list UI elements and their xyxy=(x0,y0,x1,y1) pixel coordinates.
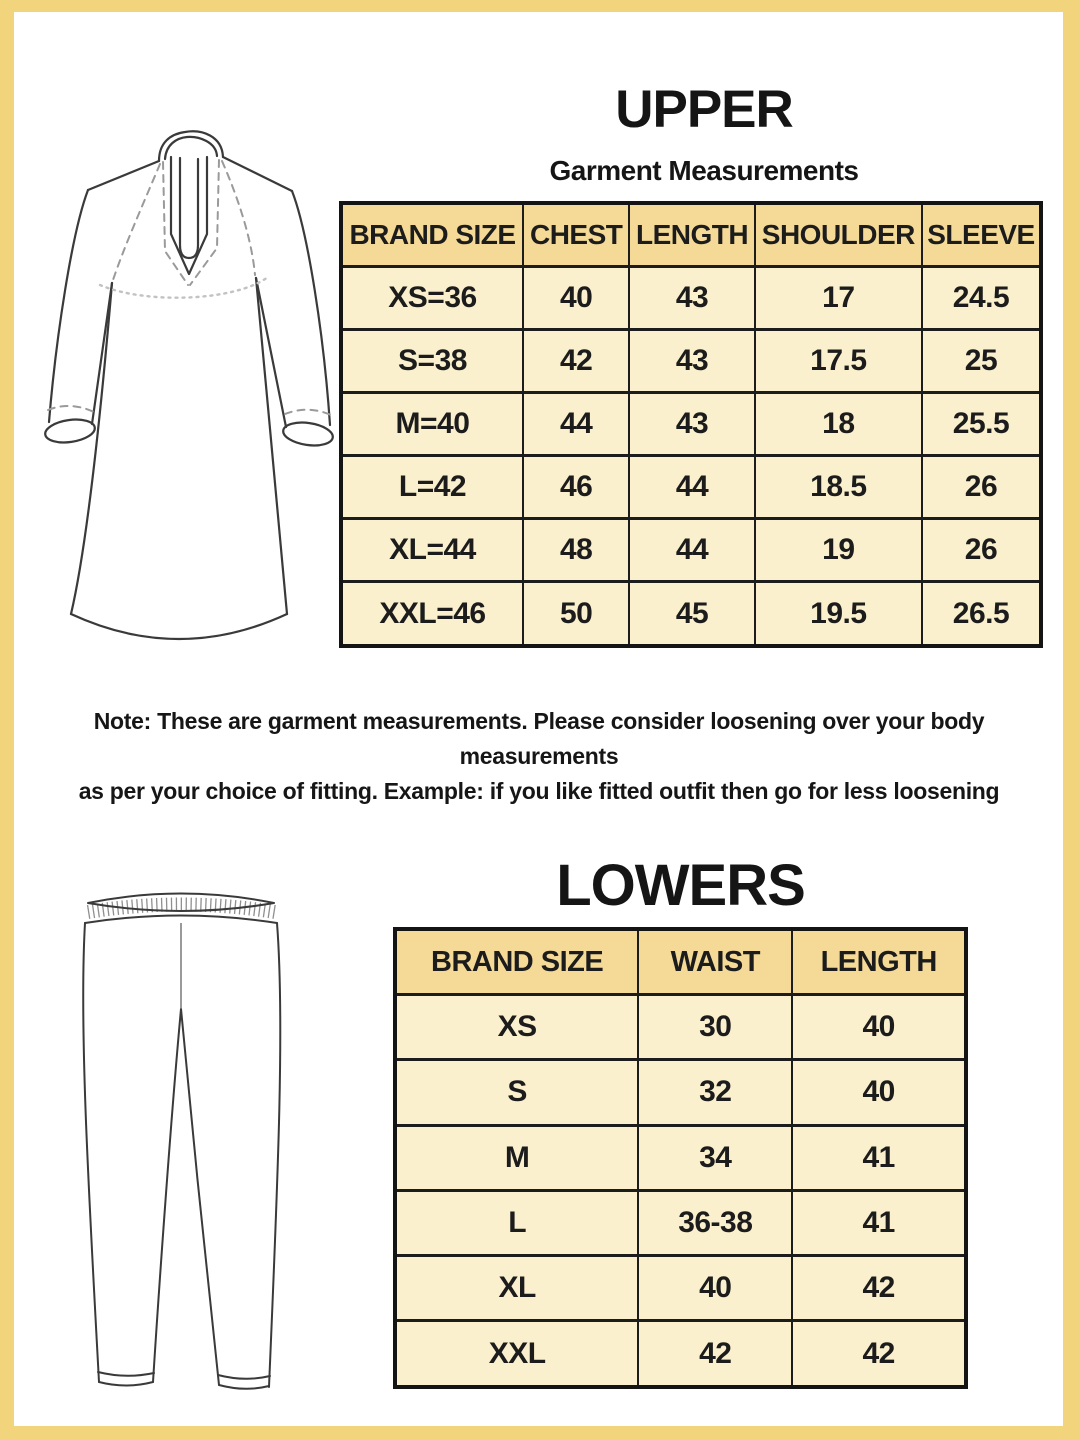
measurement-cell: 42 xyxy=(792,1321,966,1387)
measurement-cell: 40 xyxy=(792,1060,966,1125)
column-header: SLEEVE xyxy=(922,203,1041,267)
measurement-cell: 40 xyxy=(792,995,966,1060)
right-hem-cuff-line xyxy=(218,1375,270,1379)
column-header: CHEST xyxy=(523,203,629,267)
header-row xyxy=(395,929,966,995)
right-sleeve-inner xyxy=(256,278,286,427)
measurement-cell: 26 xyxy=(922,456,1041,519)
placket-left-dash xyxy=(163,162,188,285)
kurta-illustration xyxy=(24,117,364,677)
lowers-section-title: LOWERS xyxy=(556,853,805,918)
note-line-2: as per your choice of fitting. Example: if you like fitted outfit then go for less loosening xyxy=(78,778,1000,804)
measurement-cell: 44 xyxy=(523,393,629,456)
size-row xyxy=(395,1060,966,1125)
measurement-note xyxy=(44,704,1034,809)
left-sleeve-inner xyxy=(92,283,112,424)
right-shoulder-line xyxy=(223,157,292,191)
measurement-cell: 26 xyxy=(922,519,1041,582)
brand-size-cell: S=38 xyxy=(341,330,523,393)
column-header: WAIST xyxy=(638,929,792,995)
right-hem-bottom xyxy=(219,1385,269,1389)
column-header: BRAND SIZE xyxy=(341,203,523,267)
header-row xyxy=(341,203,1041,267)
measurement-cell: 36-38 xyxy=(638,1190,792,1255)
brand-size-cell: XL xyxy=(395,1256,638,1321)
upper-section-subtitle: Garment Measurements xyxy=(549,155,859,186)
placket-outer-line xyxy=(171,157,207,274)
collar-inner-line xyxy=(165,137,217,159)
size-row xyxy=(341,267,1041,330)
right-leg-inner xyxy=(181,1009,219,1385)
left-cuff-opening xyxy=(44,417,97,446)
right-leg-outer xyxy=(269,923,280,1387)
measurement-cell: 25.5 xyxy=(922,393,1041,456)
measurement-cell: 44 xyxy=(629,456,754,519)
lowers-size-table xyxy=(393,927,968,1389)
size-row xyxy=(395,1125,966,1190)
left-hem-bottom xyxy=(99,1382,153,1386)
right-cuff-opening xyxy=(282,420,335,449)
kurta-outline xyxy=(44,131,335,639)
measurement-cell: 24.5 xyxy=(922,267,1041,330)
brand-size-cell: L=42 xyxy=(341,456,523,519)
measurement-cell: 18 xyxy=(755,393,922,456)
brand-size-cell: XS xyxy=(395,995,638,1060)
left-leg-inner xyxy=(153,1009,181,1382)
size-row xyxy=(395,1321,966,1387)
measurement-cell: 19.5 xyxy=(755,582,922,646)
measurement-cell: 45 xyxy=(629,582,754,646)
measurement-cell: 26.5 xyxy=(922,582,1041,646)
left-leg-outer xyxy=(83,923,99,1382)
brand-size-cell: M=40 xyxy=(341,393,523,456)
pants-illustration xyxy=(69,867,329,1407)
measurement-cell: 43 xyxy=(629,330,754,393)
column-header: LENGTH xyxy=(792,929,966,995)
left-cuff-dash xyxy=(48,406,94,412)
size-row xyxy=(341,456,1041,519)
size-row xyxy=(341,393,1041,456)
pants-outline xyxy=(83,894,280,1389)
left-hem-cuff-line xyxy=(98,1372,154,1376)
kurta-seam-dashes xyxy=(48,160,331,415)
size-row xyxy=(341,582,1041,646)
measurement-cell: 30 xyxy=(638,995,792,1060)
brand-size-cell: M xyxy=(395,1125,638,1190)
left-shoulder-line xyxy=(88,161,159,190)
size-row xyxy=(341,519,1041,582)
measurement-cell: 46 xyxy=(523,456,629,519)
left-raglan-dash xyxy=(113,164,160,280)
left-sleeve-outer xyxy=(49,190,88,422)
hem-curve xyxy=(71,614,287,639)
measurement-cell: 42 xyxy=(792,1256,966,1321)
measurement-cell: 25 xyxy=(922,330,1041,393)
measurement-cell: 48 xyxy=(523,519,629,582)
column-header: SHOULDER xyxy=(755,203,922,267)
right-body-line xyxy=(256,278,287,614)
brand-size-cell: XL=44 xyxy=(341,519,523,582)
note-line-1: Note: These are garment measurements. Please consider loosening over your body measurements xyxy=(93,708,985,769)
placket-right-dash xyxy=(190,160,219,285)
column-header: BRAND SIZE xyxy=(395,929,638,995)
measurement-cell: 40 xyxy=(638,1256,792,1321)
measurement-cell: 41 xyxy=(792,1125,966,1190)
measurement-cell: 17 xyxy=(755,267,922,330)
right-cuff-dash xyxy=(285,410,331,415)
size-row xyxy=(341,330,1041,393)
measurement-cell: 19 xyxy=(755,519,922,582)
measurement-cell: 18.5 xyxy=(755,456,922,519)
upper-size-table xyxy=(339,201,1043,648)
right-sleeve-outer xyxy=(292,191,330,425)
measurement-cell: 41 xyxy=(792,1190,966,1255)
measurement-cell: 44 xyxy=(629,519,754,582)
measurement-cell: 43 xyxy=(629,393,754,456)
brand-size-cell: L xyxy=(395,1190,638,1255)
brand-size-cell: S xyxy=(395,1060,638,1125)
measurement-cell: 50 xyxy=(523,582,629,646)
size-row xyxy=(395,1256,966,1321)
measurement-cell: 32 xyxy=(638,1060,792,1125)
column-header: LENGTH xyxy=(629,203,754,267)
waistband-bottom-edge xyxy=(85,916,277,924)
placket-inner-line xyxy=(180,158,198,258)
measurement-cell: 40 xyxy=(523,267,629,330)
brand-size-cell: XXL xyxy=(395,1321,638,1387)
measurement-cell: 34 xyxy=(638,1125,792,1190)
measurement-cell: 43 xyxy=(629,267,754,330)
measurement-cell: 42 xyxy=(523,330,629,393)
brand-size-cell: XXL=46 xyxy=(341,582,523,646)
measurement-cell: 17.5 xyxy=(755,330,922,393)
size-row xyxy=(395,1190,966,1255)
size-row xyxy=(395,995,966,1060)
brand-size-cell: XS=36 xyxy=(341,267,523,330)
right-raglan-dash xyxy=(222,161,255,275)
measurement-cell: 42 xyxy=(638,1321,792,1387)
upper-section-title: UPPER xyxy=(615,80,793,139)
